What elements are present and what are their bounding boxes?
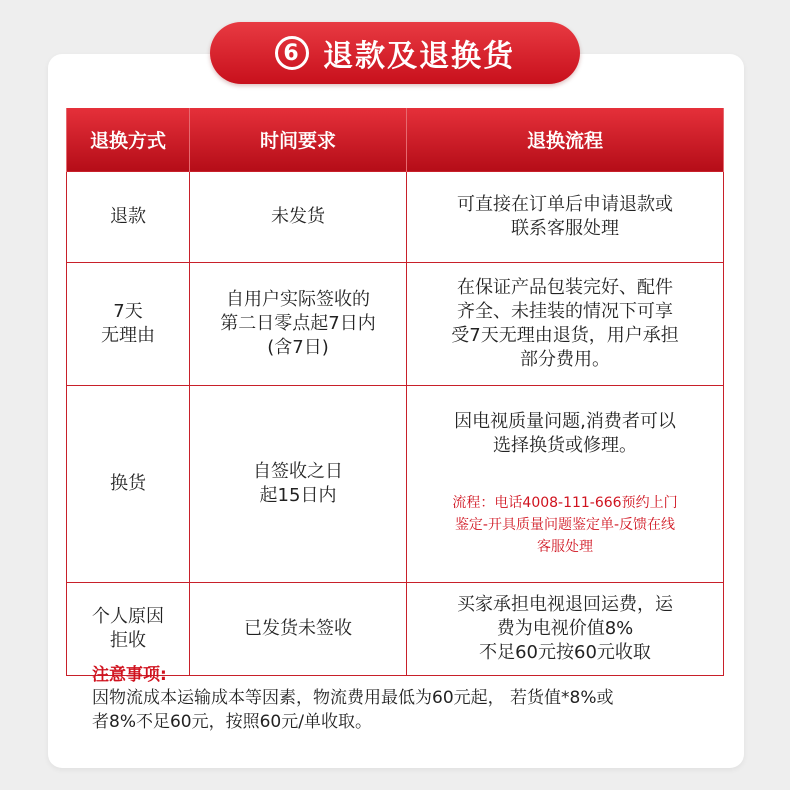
header-time: 时间要求 [190, 108, 407, 172]
cell-process: 买家承担电视退回运费，运 费为电视价值8% 不足60元按60元收取 [407, 583, 724, 676]
header-method: 退换方式 [67, 108, 190, 172]
notice-text: 因物流成本运输成本等因素，物流费用最低为60元起， 若货值*8%或 者8%不足60元，按照60元/单收取。 [92, 688, 614, 732]
table-row [67, 386, 724, 583]
cell-time: 未发货 [190, 172, 407, 263]
table-header-row [67, 108, 724, 172]
cell-time: 自签收之日 起15日内 [190, 386, 407, 583]
notice-heading: 注意事项: [92, 665, 167, 685]
header-process: 退换流程 [407, 108, 724, 172]
cell-process: 在保证产品包装完好、配件 齐全、未挂装的情况下可享 受7天无理由退货，用户承担 部分费用。 [407, 263, 724, 386]
section-title-text: 退款及退换货 [323, 39, 515, 74]
notice-section [92, 664, 712, 734]
cell-method: 7天 无理由 [67, 263, 190, 386]
section-title [210, 22, 580, 84]
process-note: 流程：电话4008-111-666预约上门 鉴定-开具质量问题鉴定单-反馈在线 客服处理 [452, 495, 678, 555]
cell-method: 换货 [67, 386, 190, 583]
table-row [67, 583, 724, 676]
cell-process-exchange [407, 386, 724, 583]
table-row [67, 263, 724, 386]
circled-number: 6 [275, 36, 309, 70]
cell-process: 可直接在订单后申请退款或 联系客服处理 [407, 172, 724, 263]
table-row [67, 172, 724, 263]
returns-table [66, 108, 724, 676]
cell-method: 个人原因 拒收 [67, 583, 190, 676]
cell-method: 退款 [67, 172, 190, 263]
cell-process: 因电视质量问题,消费者可以 选择换货或修理。 [454, 411, 676, 456]
cell-time: 自用户实际签收的 第二日零点起7日内 (含7日) [190, 263, 407, 386]
cell-time: 已发货未签收 [190, 583, 407, 676]
